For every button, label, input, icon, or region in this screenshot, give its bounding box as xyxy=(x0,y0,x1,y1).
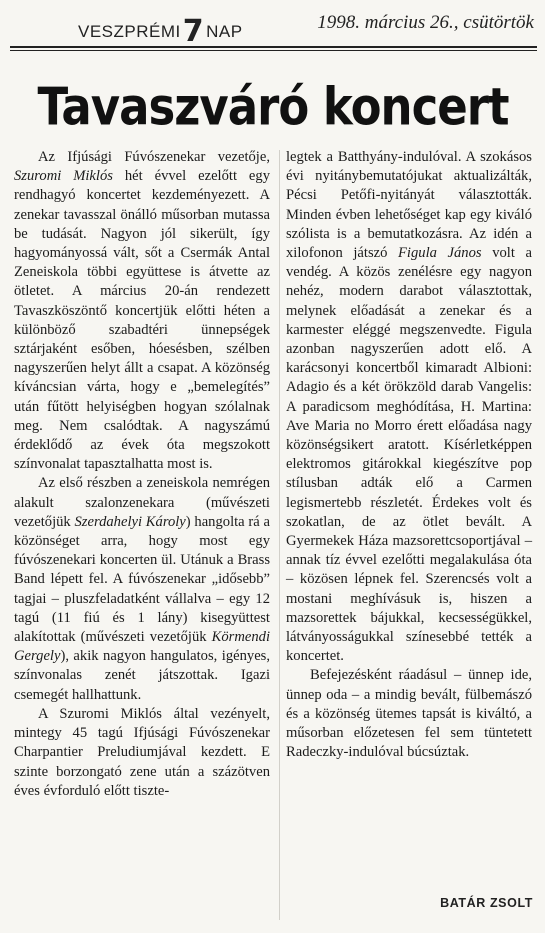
paragraph-text: hét évvel ezelőtt egy rendhagyó koncertet kezdeményezett. A zenekar tavasszal önálló műsorban mutassa be tudását. Nagyon jól sikerült, így hagyományossá vált, sőt a Csermák Antal Zeneiskola többi együttese is átvette az ötletet. A március 20-án rendezett Tavaszköszöntő koncertjük előtti héten a különböző szabadtéri ünnepségek sztárjaként esőben, hóesésben, szélben nagyszerűen helyt állt a csapat. A közönség kíváncsian várta, hogy e „bemelegítés” után fűtött helyiségben hogyan szólalnak meg. Nem csalódtak. A nagyszámú érdeklődő az évek óta megszokott színvonalat tapasztalhatta most is. xyxy=(14,168,270,473)
issue-date: 1998. március 26., csütörtök xyxy=(317,12,534,33)
masthead-left: VESZPRÉMI xyxy=(78,22,181,41)
masthead-bar xyxy=(58,6,540,49)
article-paragraph xyxy=(286,666,532,762)
person-name: Szuromi Miklós xyxy=(14,168,113,185)
article-headline: Tavaszváró koncert xyxy=(37,76,509,137)
person-name: Figula János xyxy=(398,245,482,262)
paragraph-text: legtek a Batthyány-indulóval. A szokásos évi nyitánybemutatójukat aktualizálták, Pécsi Petőfi-nyitányát választották. Minden évben lehetőséget kap egy kiváló szólista is a bemutatkozásra. Az idén a xilofonon játszó xyxy=(286,149,532,262)
article-paragraph xyxy=(14,148,270,474)
masthead-seven-logo: 7 xyxy=(182,14,205,49)
newspaper-masthead xyxy=(78,10,243,49)
article-paragraph xyxy=(14,474,270,704)
paragraph-text: ) hangolta rá a közönséget arra, hogy most egy fúvószenekari koncerten ül. Utánuk a Brass Band lépett fel. A fúvószenekar „idősebb” tagjai – pluszfeladatként vállalva – egy 12 tagú (11 fiú és 1 lány) kisegyüttest alakítottak (művészeti vezetőjük xyxy=(14,513,270,646)
masthead-right: NAP xyxy=(206,22,243,41)
person-name: Körmendi Gergely xyxy=(14,629,270,665)
paragraph-text: Befejezésként ráadásul – ünnep ide, ünnep oda – a mindig bevált, fülbemászó és a közönség ütemes tapsát is kiváltó, a műsorban előzetesen fel sem tüntetett Radeczky-indulóval búcsúztak. xyxy=(286,667,532,761)
article-paragraph xyxy=(286,148,532,666)
paragraph-text: Az első részben a zeneiskola nemrégen alakult szalonzenekara (művészeti vezetőjük xyxy=(14,475,270,530)
header-rule xyxy=(10,46,537,48)
article-column-right xyxy=(286,148,532,763)
paragraph-text: A Szuromi Miklós által vezényelt, mintegy 45 tagú Ifjúsági Fúvószenekar Charpantier Preludiumjával kezdett. E szinte borzongató zene után a százötven éves évforduló előtt tiszte- xyxy=(14,705,270,799)
author-byline: BATÁR ZSOLT xyxy=(440,896,533,910)
paragraph-text: ), akik nagyon hangulatos, igényes, színvonalas zenét játszottak. Igazi csemegét hallhattunk. xyxy=(14,648,270,703)
article-column-left xyxy=(14,148,270,801)
header-rule-thin xyxy=(10,50,537,51)
paragraph-text: volt a vendég. A közös zenélésre egy nagyon nehéz, modern darabot választottak, melynek előadását a zenekar és a karmester eléggé megszenvedte. Figula azonban nagyszerűen adott elő. A karácsonyi koncertből kimaradt Albioni: Adagio és a két örökzöld darab Vangelis: A paradicsom meghódítása, H. Martina: Ave Maria no Morro érett előadása nagy közönségsikert aratott. Kísérletképpen elektromos gitárokkal kiegészítve pop stílusban adták elő a Carmen legismertebb részletét. Érdekes volt és szokatlan, de az ötlet bevált. A Gyermekek Háza mazsorettcsoportjával – annak tíz évvel ezelőtti megalakulása óta – közösen lépnek fel. Szerencsés volt a mostani meghívásuk is, hiszen a mazsorettek bájukkal, kecsességükkel, látványosságukkal színesebbé tették a koncertet. xyxy=(286,245,532,665)
column-divider xyxy=(279,150,280,920)
person-name: Szerdahelyi Károly xyxy=(74,513,186,530)
paragraph-text: Az Ifjúsági Fúvószenekar vezetője, xyxy=(38,149,270,165)
article-paragraph xyxy=(14,705,270,801)
